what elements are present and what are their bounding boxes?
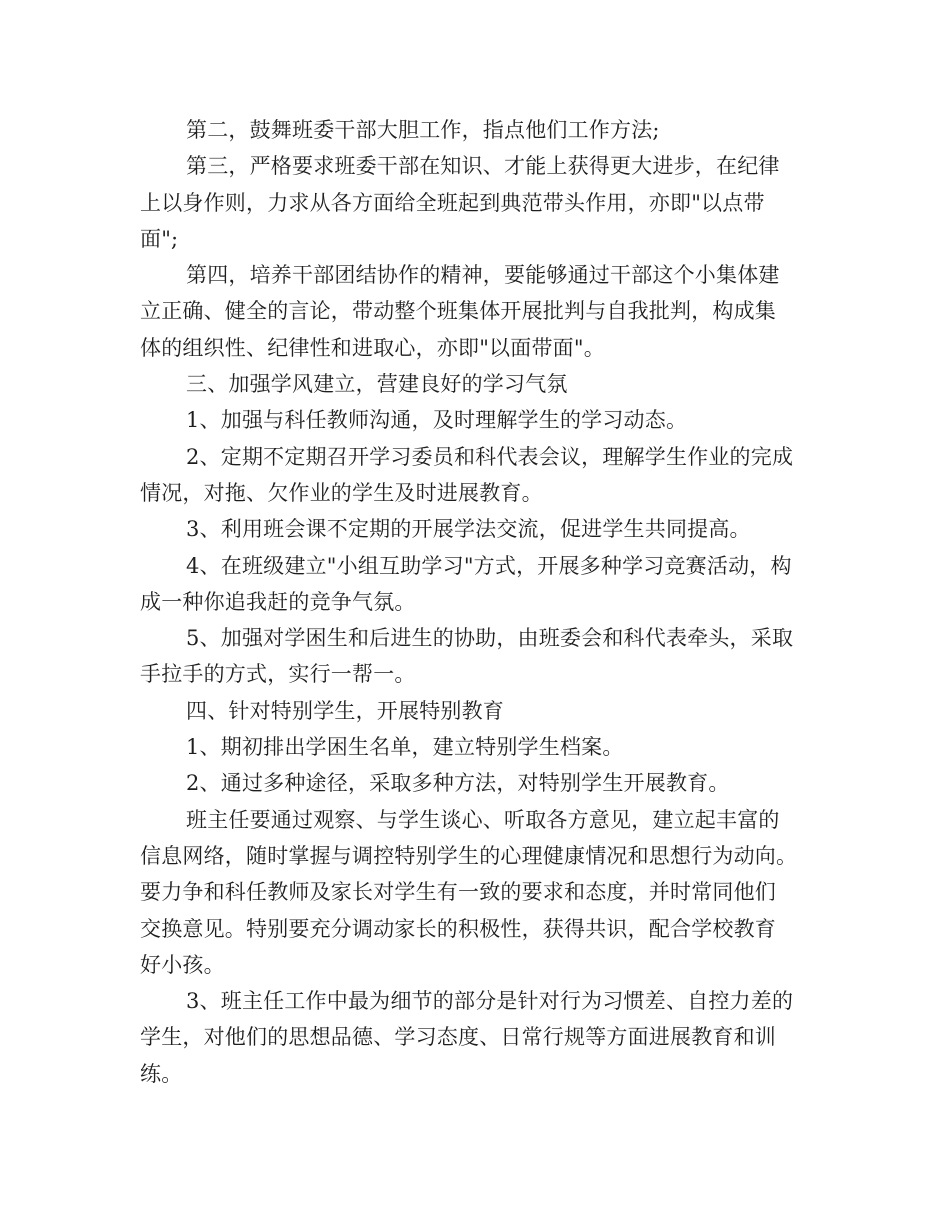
text-line: 1、期初排出学困生名单，建立特别学生档案。 <box>186 735 624 760</box>
text-line: 3、班主任工作中最为细节的部分是针对行为习惯差、自控力差的 <box>186 989 794 1014</box>
document-body <box>140 112 820 1092</box>
section-heading: 四、针对特别学生，开展特别教育 <box>186 698 504 723</box>
text-line: 要力争和科任教师及家长对学生有一致的要求和态度，并时常同他们 <box>140 880 776 905</box>
text-line: 情况，对拖、欠作业的学生及时进展教育。 <box>140 480 543 505</box>
text-line: 2、定期不定期召开学习委员和科代表会议，理解学生作业的完成 <box>186 444 794 469</box>
text-line: 1、加强与科任教师沟通，及时理解学生的学习动态。 <box>186 408 688 433</box>
text-line: 好小孩。 <box>140 952 225 977</box>
text-line: 5、加强对学困生和后进生的协助，由班委会和科代表牵头，采取 <box>186 626 794 651</box>
text-line: 学生，对他们的思想品德、学习态度、日常行规等方面进展教育和训 <box>140 1025 776 1050</box>
section-heading: 三、加强学风建立，营建良好的学习气氛 <box>186 372 568 397</box>
text-line: 第二，鼓舞班委干部大胆工作，指点他们工作方法; <box>186 118 660 142</box>
text-line: 3、利用班会课不定期的开展学法交流，促进学生共同提高。 <box>186 517 751 542</box>
text-line: 交换意见。特别要充分调动家长的积极性，获得共识，配合学校教育 <box>140 916 776 941</box>
text-line: 体的组织性、纪律性和进取心，亦即"以面带面"。 <box>140 335 605 360</box>
text-line: 第四，培养干部团结协作的精神，要能够通过干部这个小集体建 <box>186 263 780 288</box>
text-line: 面"; <box>140 226 179 251</box>
text-line: 4、在班级建立"小组互助学习"方式，开展多种学习竞赛活动，构 <box>186 553 792 578</box>
text-line: 成一种你追我赶的竞争气氛。 <box>140 589 416 614</box>
text-line: 上以身作则，力求从各方面给全班起到典范带头作用，亦即"以点带 <box>140 190 765 215</box>
text-line: 立正确、健全的言论，带动整个班集体开展批判与自我批判，构成集 <box>140 299 776 324</box>
text-line: 2、通过多种途径，采取多种方法，对特别学生开展教育。 <box>186 771 730 796</box>
text-line: 信息网络，随时掌握与调控特别学生的心理健康情况和思想行为动向。 <box>140 843 798 868</box>
text-line: 手拉手的方式，实行一帮一。 <box>140 662 416 687</box>
text-line: 第三，严格要求班委干部在知识、才能上获得更大进步，在纪律 <box>186 154 780 179</box>
text-line: 练。 <box>140 1061 183 1086</box>
text-line: 班主任要通过观察、与学生谈心、听取各方意见，建立起丰富的 <box>186 807 780 832</box>
